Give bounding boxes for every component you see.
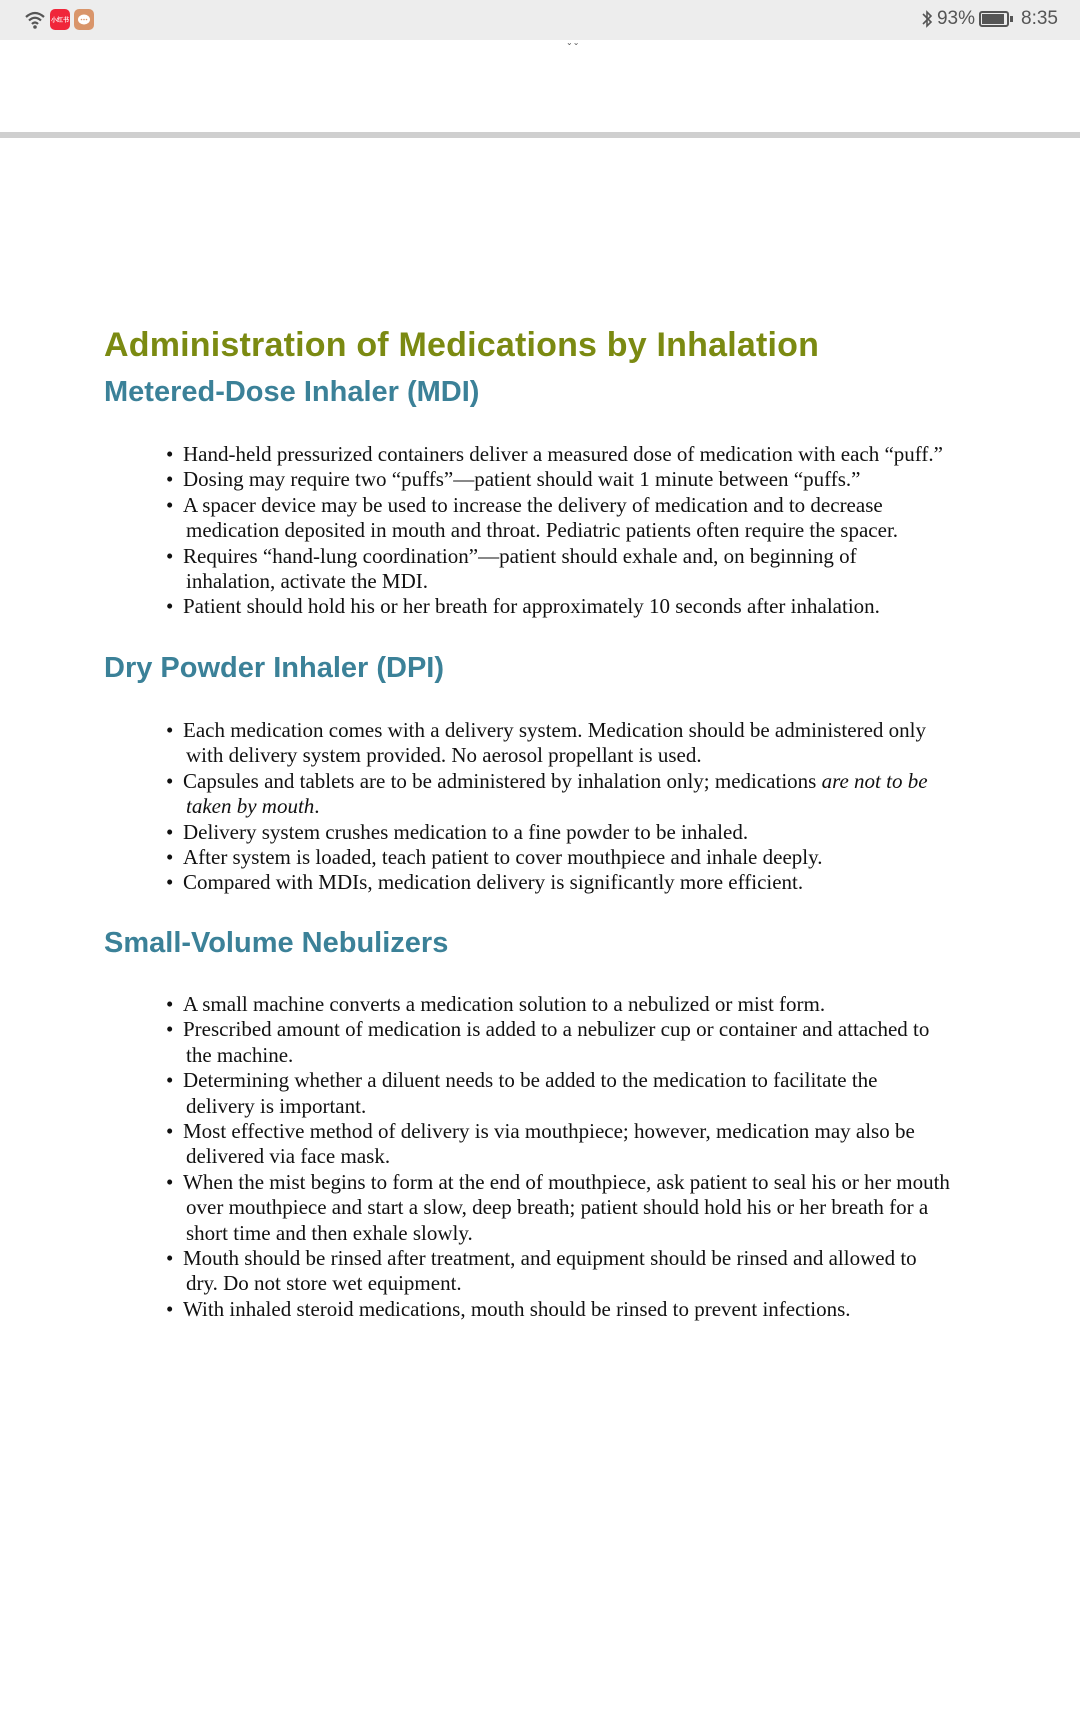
bullet-icon: • — [166, 718, 174, 742]
text-segment: short time and then exhale slowly. — [186, 1220, 473, 1245]
text-segment: A spacer device may be used to increase the delivery of medication and to decrease — [183, 492, 883, 517]
bullet-text-line — [183, 569, 943, 594]
list-item — [166, 870, 928, 895]
bullet-text-line — [183, 518, 943, 543]
clock: 8:35 — [1021, 8, 1058, 29]
bluetooth-icon — [921, 9, 933, 29]
bullet-text-line — [183, 769, 928, 794]
list-item — [166, 1017, 950, 1068]
text-segment: Patient should hold his or her breath for approximately 10 seconds after inhalation. — [183, 594, 880, 619]
list-item — [166, 594, 943, 619]
bullet-text-line — [183, 845, 928, 870]
list-item — [166, 718, 928, 769]
bullet-text-line — [183, 1119, 950, 1144]
bullet-text-line — [183, 1068, 950, 1093]
bullet-icon: • — [166, 870, 174, 895]
bullet-icon: • — [166, 845, 174, 870]
list-item — [166, 493, 943, 544]
bullet-icon: • — [166, 492, 174, 517]
list-item — [166, 1170, 950, 1246]
text-segment: Delivery system crushes medication to a fine powder to be inhaled. — [183, 819, 749, 844]
emphasis-text: are not to be — [821, 768, 928, 793]
list-item — [166, 820, 928, 845]
list-item — [166, 1068, 950, 1119]
bullet-text-line — [183, 794, 928, 819]
xiaohongshu-app-icon: 小红书 — [50, 9, 70, 30]
bullet-text-line — [183, 467, 943, 492]
bullet-text-line — [183, 1297, 950, 1322]
text-segment: A small machine converts a medication solution to a nebulized or mist form. — [183, 992, 826, 1016]
list-item — [166, 1297, 950, 1322]
section-heading-nebulizers: Small-Volume Nebulizers — [104, 927, 449, 959]
nebulizer-bullet-list — [166, 992, 950, 1322]
bullet-text-line — [183, 493, 943, 518]
text-segment: After system is loaded, teach patient to cover mouthpiece and inhale deeply. — [183, 845, 823, 870]
bullet-text-line — [183, 1246, 950, 1271]
text-segment: dry. Do not store wet equipment. — [186, 1271, 462, 1296]
bullet-text-line — [183, 1221, 950, 1246]
bullet-icon: • — [166, 819, 174, 844]
bullet-icon: • — [166, 1017, 174, 1042]
bullet-text-line — [183, 992, 950, 1017]
text-segment: Requires “hand-lung coordination”—patient should exhale and, on beginning of — [183, 543, 857, 568]
text-segment: delivery is important. — [186, 1093, 367, 1118]
text-segment: Mouth should be rinsed after treatment, and equipment should be rinsed and allowed to — [183, 1246, 917, 1271]
bullet-text-line — [183, 594, 943, 619]
bullet-text-line — [183, 1094, 950, 1119]
text-segment: With inhaled steroid medications, mouth should be rinsed to prevent infections. — [183, 1296, 851, 1321]
bullet-text-line — [183, 743, 928, 768]
bullet-text-line — [183, 1017, 950, 1042]
bullet-icon: • — [166, 768, 174, 793]
toolbar-divider — [0, 132, 1080, 138]
bullet-text-line — [183, 442, 943, 467]
text-segment: Each medication comes with a delivery system. Medication should be administered only — [183, 718, 926, 742]
text-segment: Compared with MDIs, medication delivery is significantly more efficient. — [183, 870, 804, 895]
section-heading-dpi: Dry Powder Inhaler (DPI) — [104, 652, 445, 684]
bullet-icon: • — [166, 467, 174, 492]
bullet-text-line — [183, 820, 928, 845]
text-segment: inhalation, activate the MDI. — [186, 569, 429, 594]
text-segment: When the mist begins to form at the end of mouthpiece, ask patient to seal his or her mouth — [183, 1169, 950, 1194]
list-item — [166, 992, 950, 1017]
text-segment: Dosing may require two “puffs”—patient should wait 1 minute between “puffs.” — [183, 467, 861, 492]
bullet-icon: • — [166, 992, 174, 1016]
text-segment: Capsules and tablets are to be administered by inhalation only; medications — [183, 768, 822, 793]
bullet-text-line — [183, 718, 928, 743]
bullet-icon: • — [166, 1246, 174, 1271]
bullet-icon: • — [166, 1068, 174, 1093]
list-item — [166, 467, 943, 492]
bullet-text-line — [183, 1144, 950, 1169]
text-segment: over mouthpiece and start a slow, deep breath; patient should hold his or her breath for a — [186, 1195, 929, 1220]
bullet-text-line — [183, 1195, 950, 1220]
bullet-icon: • — [166, 543, 174, 568]
status-right — [921, 8, 1058, 30]
bullet-text-line — [183, 1271, 950, 1296]
bullet-text-line — [183, 1043, 950, 1068]
dpi-bullet-list — [166, 718, 928, 896]
text-segment: Determining whether a diluent needs to be added to the medication to facilitate the — [183, 1068, 878, 1093]
page-title: Administration of Medications by Inhalation — [104, 326, 820, 364]
message-app-icon — [74, 9, 94, 30]
bullet-text-line — [183, 1170, 950, 1195]
status-bar — [0, 0, 1080, 47]
list-item — [166, 442, 943, 467]
text-segment: . — [314, 794, 320, 819]
text-segment: Prescribed amount of medication is added to a nebulizer cup or container and attached to — [183, 1017, 930, 1042]
mdi-bullet-list — [166, 442, 943, 620]
bullet-text-line — [183, 544, 943, 569]
wifi-icon — [24, 10, 46, 30]
status-left-icons — [24, 9, 94, 30]
bullet-icon: • — [166, 594, 174, 619]
text-segment: with delivery system provided. No aerosol propellant is used. — [186, 743, 702, 768]
battery-icon — [979, 11, 1009, 27]
text-segment: medication deposited in mouth and throat. Pediatric patients often require the spacer. — [186, 518, 899, 543]
text-segment: the machine. — [186, 1042, 294, 1067]
text-segment: delivered via face mask. — [186, 1144, 391, 1169]
list-item — [166, 544, 943, 595]
list-item — [166, 769, 928, 820]
bullet-icon: • — [166, 1119, 174, 1144]
text-segment: Most effective method of delivery is via mouthpiece; however, medication may also be — [183, 1119, 915, 1144]
text-segment: Hand-held pressurized containers deliver a measured dose of medication with each “puff.” — [183, 442, 943, 466]
bullet-icon: • — [166, 442, 174, 466]
pull-down-handle[interactable]: ⌄⌄ — [566, 38, 580, 47]
bullet-icon: • — [166, 1169, 174, 1194]
bullet-text-line — [183, 870, 928, 895]
battery-percent: 93% — [936, 8, 976, 29]
list-item — [166, 1246, 950, 1297]
section-heading-mdi: Metered-Dose Inhaler (MDI) — [104, 376, 480, 408]
bullet-icon: • — [166, 1296, 174, 1321]
list-item — [166, 1119, 950, 1170]
emphasis-text: taken by mouth — [186, 794, 315, 819]
list-item — [166, 845, 928, 870]
